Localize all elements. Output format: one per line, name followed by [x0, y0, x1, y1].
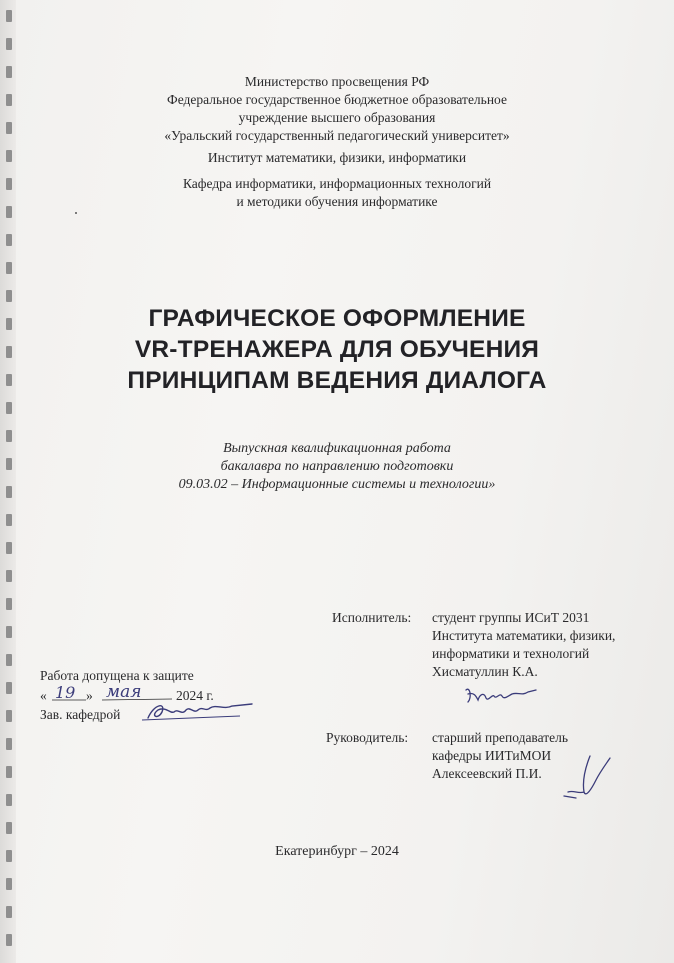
- head-signature: [140, 698, 260, 724]
- paper-speck: [75, 212, 77, 214]
- institute-line: Институт математики, физики, информатики: [207, 150, 467, 165]
- subtitle-line-3: 09.03.02 – Информационные системы и технологии»: [178, 477, 496, 492]
- ministry-line: Министерство просвещения РФ: [244, 74, 430, 89]
- admission-month: мая: [106, 682, 142, 702]
- thesis-subtitle: [0, 440, 674, 494]
- admission-year: 2024 г.: [176, 688, 214, 703]
- supervisor-info: [432, 729, 568, 783]
- executor-label: Исполнитель:: [332, 610, 412, 625]
- department-line-1: Кафедра информатики, информационных технологий: [182, 176, 492, 191]
- executor-signature: [462, 684, 542, 708]
- thesis-title: [0, 303, 674, 396]
- supervisor-line-1: старший преподаватель: [432, 730, 569, 745]
- executor-info: [432, 609, 615, 681]
- title-line-1: ГРАФИЧЕСКОЕ ОФОРМЛЕНИЕ: [148, 305, 526, 332]
- admission-quote-close: »: [86, 688, 93, 703]
- executor-line-1: студент группы ИСиТ 2031: [432, 610, 590, 625]
- university-line: «Уральский государственный педагогический университет»: [164, 128, 510, 143]
- executor-name: Хисматуллин К.А.: [432, 664, 538, 679]
- executor-line-2: Института математики, физики,: [432, 628, 616, 643]
- supervisor-line-2: кафедры ИИТиМОИ: [432, 748, 552, 763]
- admission-line-1: Работа допущена к защите: [40, 668, 194, 683]
- head-of-department-label: Зав. кафедрой: [40, 707, 121, 722]
- title-line-3: ПРИНЦИПАМ ВЕДЕНИЯ ДИАЛОГА: [127, 367, 547, 394]
- executor-line-3: информатики и технологий: [432, 646, 590, 661]
- supervisor-label: Руководитель:: [326, 730, 409, 745]
- title-line-2: VR-ТРЕНАЖЕРА ДЛЯ ОБУЧЕНИЯ: [134, 336, 540, 363]
- institution-line-1: Федеральное государственное бюджетное образовательное: [167, 92, 507, 107]
- supervisor-name: Алексеевский П.И.: [432, 766, 542, 781]
- admission-day: 19: [55, 683, 76, 702]
- subtitle-line-1: Выпускная квалификационная работа: [223, 441, 451, 456]
- institution-line-2: учреждение высшего образования: [238, 110, 436, 125]
- city-year: Екатеринбург – 2024: [275, 844, 399, 859]
- subtitle-line-2: бакалавра по направлению подготовки: [220, 459, 454, 474]
- header-block: [0, 73, 674, 145]
- supervisor-signature: [556, 752, 616, 804]
- admission-quote-open: «: [40, 688, 47, 703]
- department-line-2: и методики обучения информатике: [236, 194, 438, 209]
- department-block: [0, 175, 674, 211]
